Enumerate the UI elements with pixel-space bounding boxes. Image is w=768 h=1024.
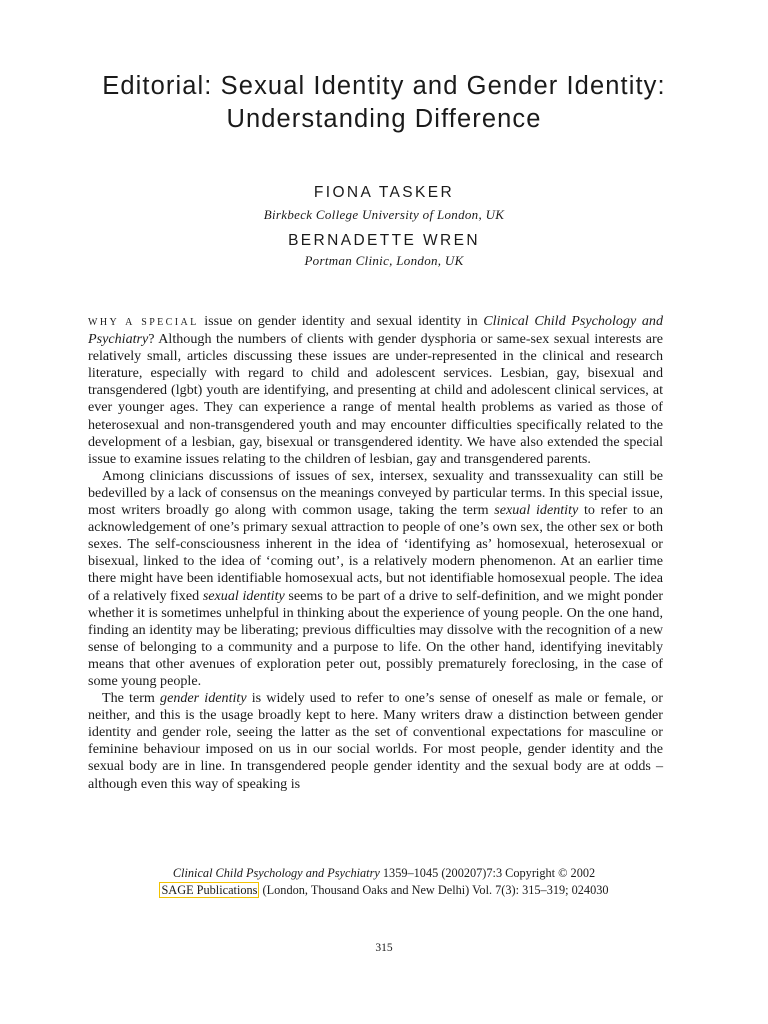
paragraph-1: [88, 313, 663, 468]
paragraph-3-text-a: The term: [102, 690, 161, 707]
footer-details: (London, Thousand Oaks and New Delhi) Vol. 7(3): 315–319; 024030: [259, 883, 609, 897]
publisher-link[interactable]: SAGE Publications: [161, 883, 258, 897]
footer-line-1: [0, 865, 768, 882]
footer-journal-name: Clinical Child Psychology and Psychiatry: [172, 866, 380, 880]
article-title: [0, 70, 768, 136]
page-number: 315: [375, 942, 393, 954]
term-gender-identity: gender identity: [160, 690, 247, 707]
paragraph-2-text-b: to refer to an acknowledgement of one’s primary sexual attraction to people of one’s own sex, the other sex or both sexes. The self-consciousness inherent in the idea of ‘identifying as’ homosexual, heterosexual or bisexual, linked to the idea of ‘coming out’, is a relatively modern phenomenon. At an earlier time there might have been identifiable homosexual acts, but not identifiable homosexual people. The idea of a relatively fixed: [88, 502, 663, 604]
paragraph-1-text-a: issue on gender identity and sexual identity in: [198, 313, 484, 329]
author-name-1: FIONA TASKER: [313, 184, 455, 201]
term-sexual-identity: sexual identity: [494, 502, 579, 519]
paragraph-2-text-c: seems to be part of a drive to self-definition, and we might ponder whether it is sometimes unhelpful in thinking about the experience of young people. On the one hand, finding an identity may be liberating; previous difficulties may dissolve with the recognition of a new sense of belonging to a community and a purpose to life. On the other hand, identifying inevitably means that other avenues of exploration peter out, possibly prematurely foreclosing, in the case of some young people.: [88, 587, 664, 689]
paragraph-1-text-b: ? Although the numbers of clients with gender dysphoria or same-sex sexual interests are relatively small, articles discussing these issues are under-represented in the clinical and research literature, especially with regard to child and adolescent services. Lesbian, gay, bisexual and transgendered (lgbt) youth are identifying, and presenting at child and adolescent clinical services, at ever younger ages. They can experience a range of mental health problems as varied as those of heterosexual and non-transgendered youth and may encounter difficulties specifically related to the development of a lesbian, gay, bisexual or transgendered identity. We have also extended the special issue to examine issues relating to the children of lesbian, gay and transgendered parents.: [88, 331, 663, 467]
author-affiliation-1: Birkbeck College University of London, UK: [263, 207, 505, 222]
paragraph-2-text-a: Among clinicians discussions of issues of sex, intersex, sexuality and transsexuality can still be bedevilled by a lack of consensus on the meanings conveyed by particular terms. In this special issue, most writers broadly go along with common usage, taking the term: [88, 467, 663, 519]
term-sexual-identity-2: sexual identity: [202, 587, 285, 604]
paragraph-3: [88, 690, 663, 793]
paragraph-3-text-b: is widely used to refer to one’s sense of oneself as male or female, or neither, and this is the usage broadly kept to here. Many writers draw a distinction between gender identity and gender role, seeing the latter as the set of conventional expectations for masculine or feminine behaviour imposed on us in our social worlds. For most people, gender identity and the sexual body are in line. In transgendered people gender identity and the sexual body are at odds – although even this way of speaking is: [88, 690, 663, 792]
paragraph-2: [88, 468, 663, 690]
title-line-2: Understanding Difference: [226, 105, 542, 133]
footer-citation: 1359–1045 (200207)7:3 Copyright © 2002: [379, 866, 596, 880]
article-body: [88, 313, 663, 793]
author-name-2: BERNADETTE WREN: [288, 232, 480, 249]
title-line-1: Editorial: Sexual Identity and Gender Identity:: [102, 72, 666, 100]
citation-footer: [0, 865, 768, 899]
lead-in-smallcaps: WHY A SPECIAL: [88, 317, 199, 328]
journal-name-italic: Clinical Child Psychology and Psychiatry: [88, 313, 663, 348]
author-affiliation-2: Portman Clinic, London, UK: [304, 253, 464, 268]
footer-line-2: [0, 882, 768, 899]
